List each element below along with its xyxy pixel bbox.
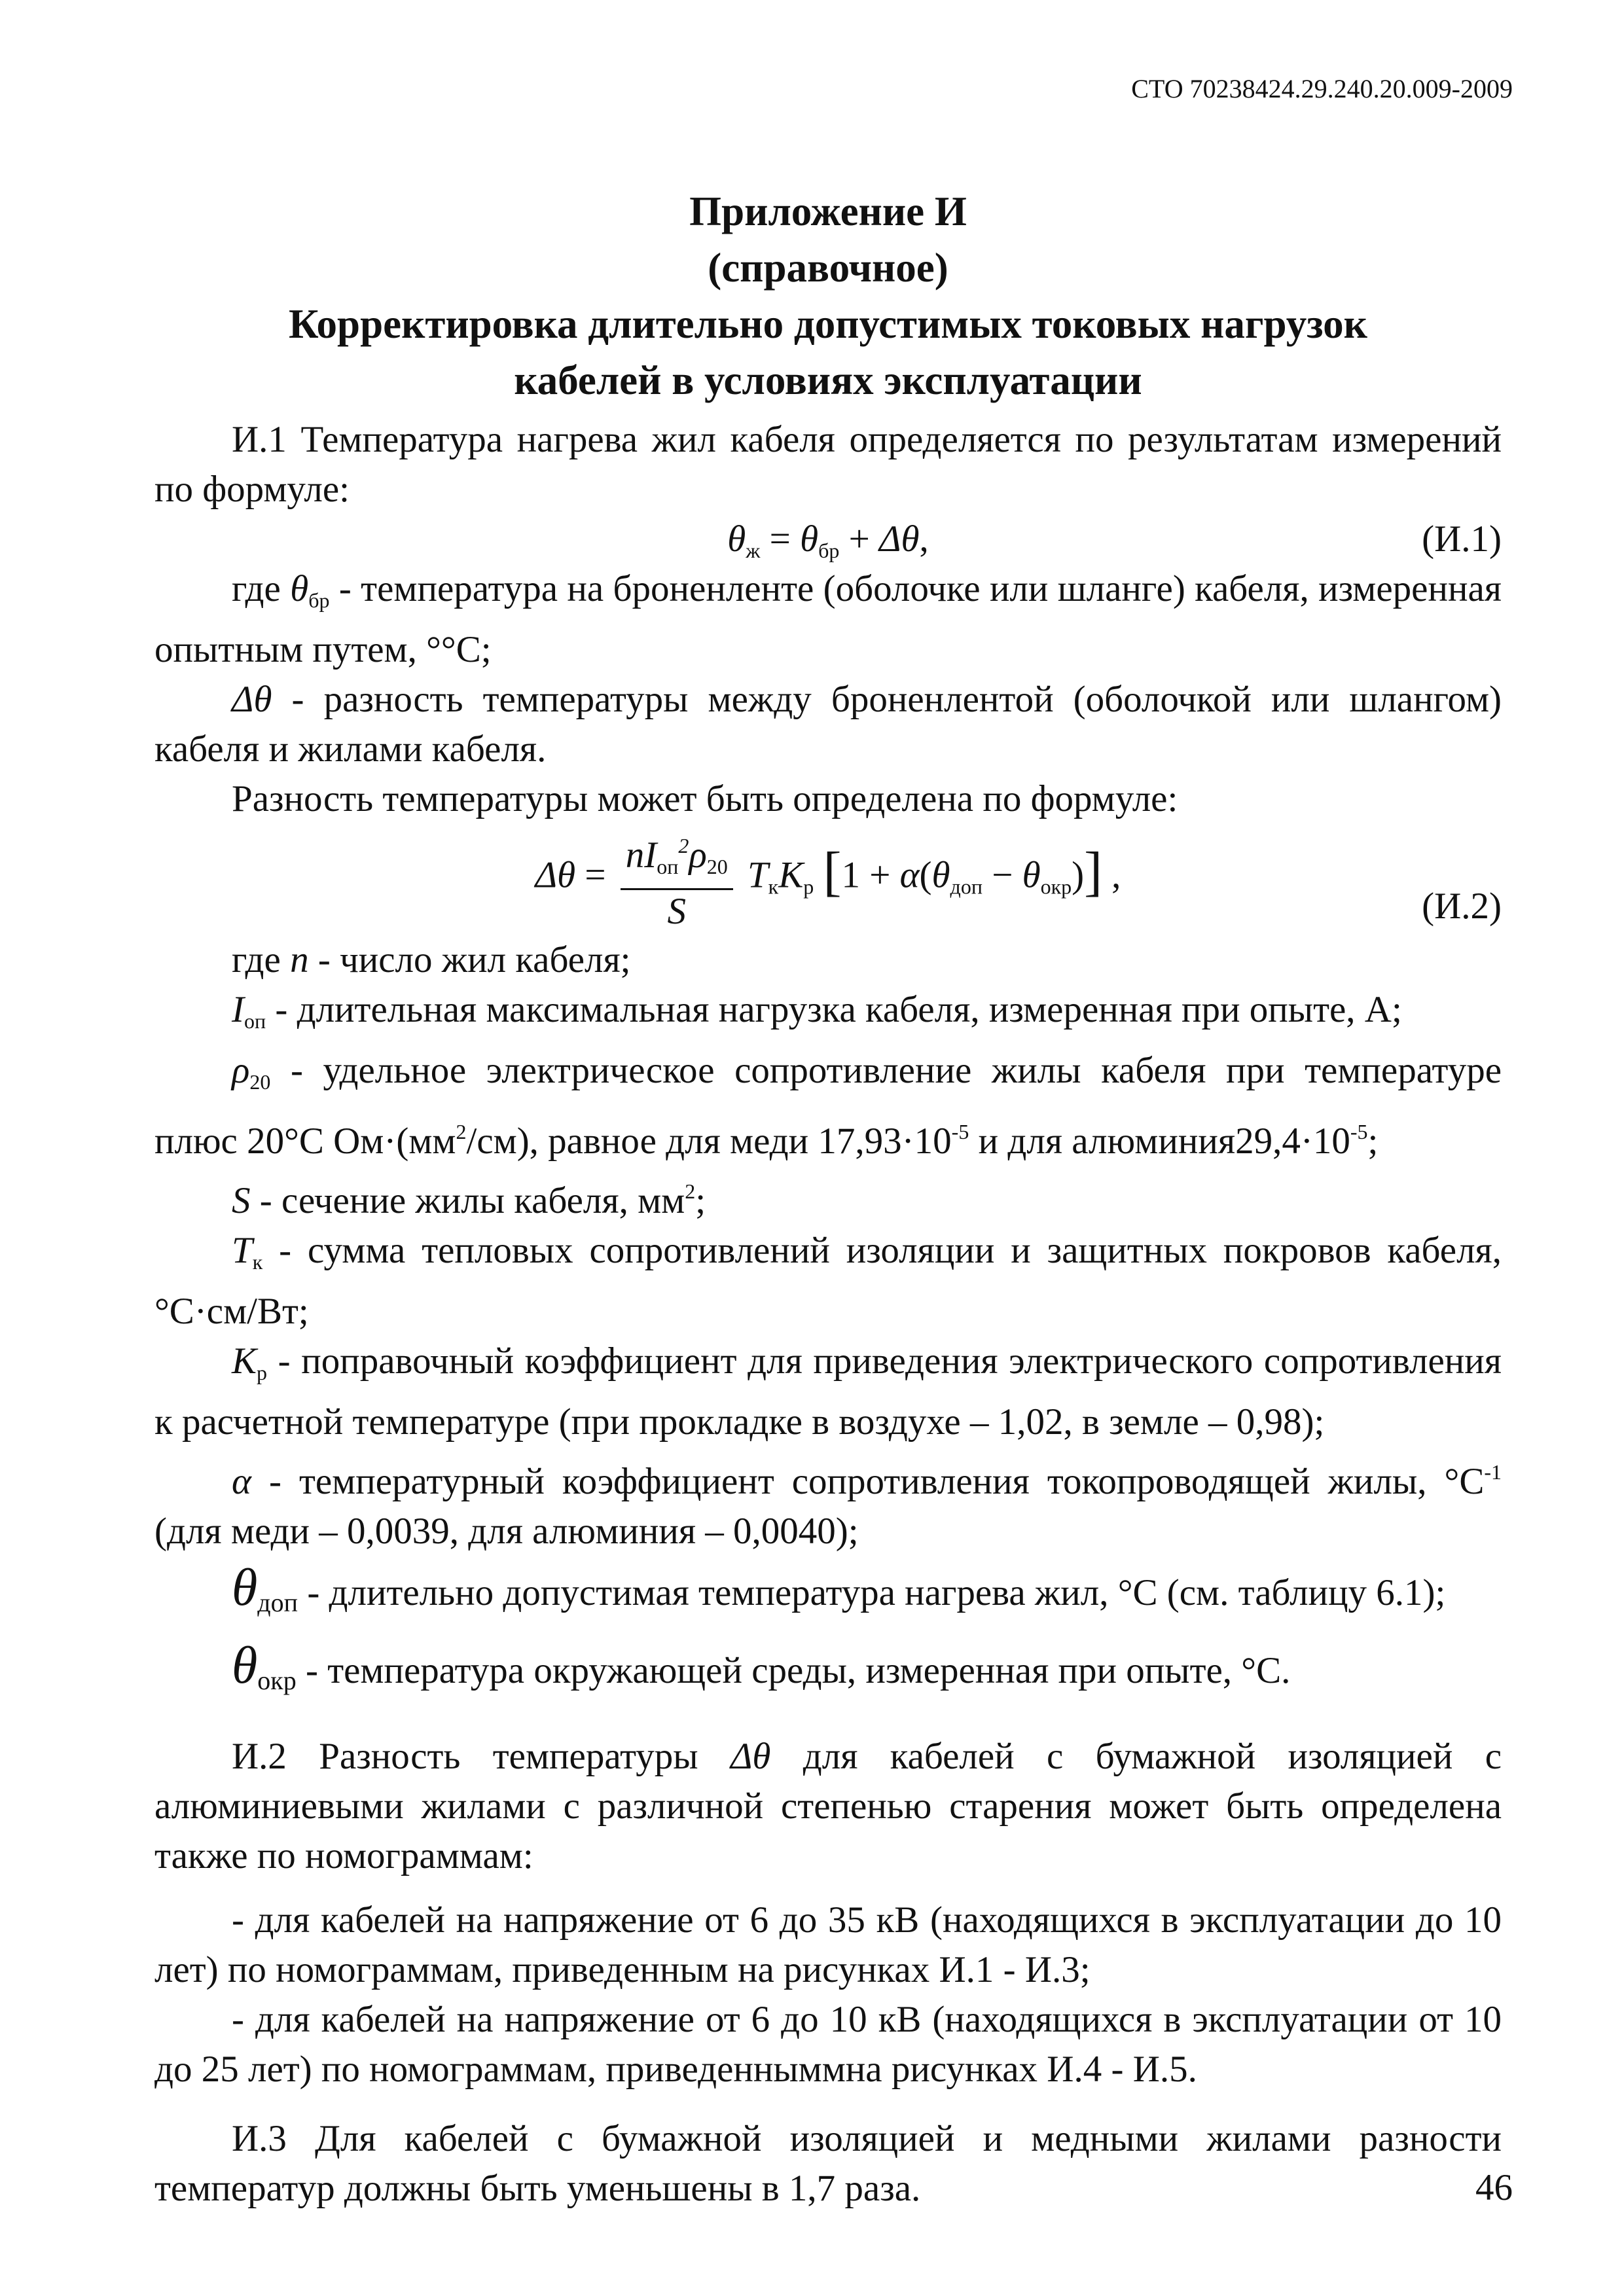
definition-T: $T_к$ - сумма тепловых сопротивлений изоляции и защитных покровов кабеля, °С·см/Вт;	[154, 1230, 1502, 1332]
page-number: 46	[1475, 2167, 1513, 2208]
paragraph-i1-intro: И.1 Температура нагрева жил кабеля определяется по результатам измерений по формуле:	[154, 419, 1502, 510]
definition-theta-br: где $\theta_{бр}$ - температура на броненленте (оболочке или шланге) кабеля, измеренная опытным путем, °°С;	[154, 568, 1502, 670]
list-item-1: - для кабелей на напряжение от 6 до 35 кВ (находящихся в эксплуатации до 10 лет) по номограммам, приведенным на рисунках И.1 - И.3;	[154, 1899, 1502, 1990]
definition-delta-theta: Δθ - разность температуры между броненлентой (оболочкой или шлангом) кабеля и жилами кабеля.	[154, 679, 1502, 770]
definition-S: S - сечение жилы кабеля, $мм^2$;	[232, 1179, 706, 1221]
document-code: СТО 70238424.29.240.20.009-2009	[1131, 74, 1513, 103]
definition-rho: $\rho_{20}$ - удельное электрическое сопротивление жилы кабеля при температуре плюс 20°С $Ом\cdot(мм^2/см)$, равное для меди $17,93\cdot 10^{-5}$ и для $алюминия29,4\cdot 10^{-5}$;	[154, 1050, 1502, 1162]
definition-theta-dop: $\theta_{доп}$ - длительно допустимая температура нагрева жил, °С (см. таблицу 6.1);	[232, 1559, 1446, 1617]
appendix-type: (справочное)	[708, 245, 948, 291]
formula-i1: $\theta_ж = \theta_{бр} + \Delta\theta$, (И.1)	[154, 514, 1502, 564]
definition-n: где n - число жил кабеля;	[232, 939, 631, 980]
paragraph-i2: И.2 Разность температуры Δθ для кабелей с бумажной изоляцией с алюминиевыми жилами с различной степенью старения может быть определена также по номограммам:	[154, 1736, 1502, 1876]
formula-i2-number: (И.2)	[1422, 886, 1502, 927]
appendix-subtitle-line2: кабелей в условиях эксплуатации	[514, 357, 1142, 403]
formula-i1-number: (И.1)	[1422, 518, 1502, 560]
definition-I: $I_{оп}$ - длительная максимальная нагрузка кабеля, измеренная при опыте, А;	[232, 989, 1402, 1033]
document-body	[154, 415, 1502, 2214]
paragraph-i3: И.3 Для кабелей с бумажной изоляцией и медными жилами разности температур должны быть уменьшены в 1,7 раза.	[154, 2118, 1502, 2209]
formula-i2: Δθ = $\frac{nI_{оп}^2\rho_{20}}{S}$ $T_кK_р$ $[1 + \alpha(\theta_{доп} - \theta_{окр})]$ , (И.2)	[154, 824, 1502, 935]
appendix-title: Приложение И	[689, 188, 967, 234]
list-item-2: - для кабелей на напряжение от 6 до 10 кВ (находящихся в эксплуатации от 10 до 25 лет) по номограммам, приведенныммна рисунках И.4 - И.5.	[154, 1999, 1502, 2090]
definition-K: $K_р$ - поправочный коэффициент для приведения электрического сопротивления к расчетной температуре (при прокладке в воздухе – 1,02, в земле – 0,98);	[154, 1340, 1502, 1443]
appendix-title-block	[157, 183, 1499, 408]
definition-theta-okr: $\theta_{окр}$ - температура окружающей среды, измеренная при опыте, °С.	[232, 1637, 1291, 1695]
definition-alpha: α - температурный коэффициент сопротивления токопроводящей жилы, $^\circ С^{-1}$ (для меди – 0,0039, для алюминия – 0,0040);	[154, 1460, 1502, 1552]
formula-i2-fraction: $\frac{nI_{оп}^2\rho_{20}}{S}$	[621, 824, 733, 933]
appendix-subtitle-line1: Корректировка длительно допустимых токовых нагрузок	[289, 301, 1367, 347]
formula-i2-intro: Разность температуры может быть определена по формуле:	[232, 778, 1178, 819]
